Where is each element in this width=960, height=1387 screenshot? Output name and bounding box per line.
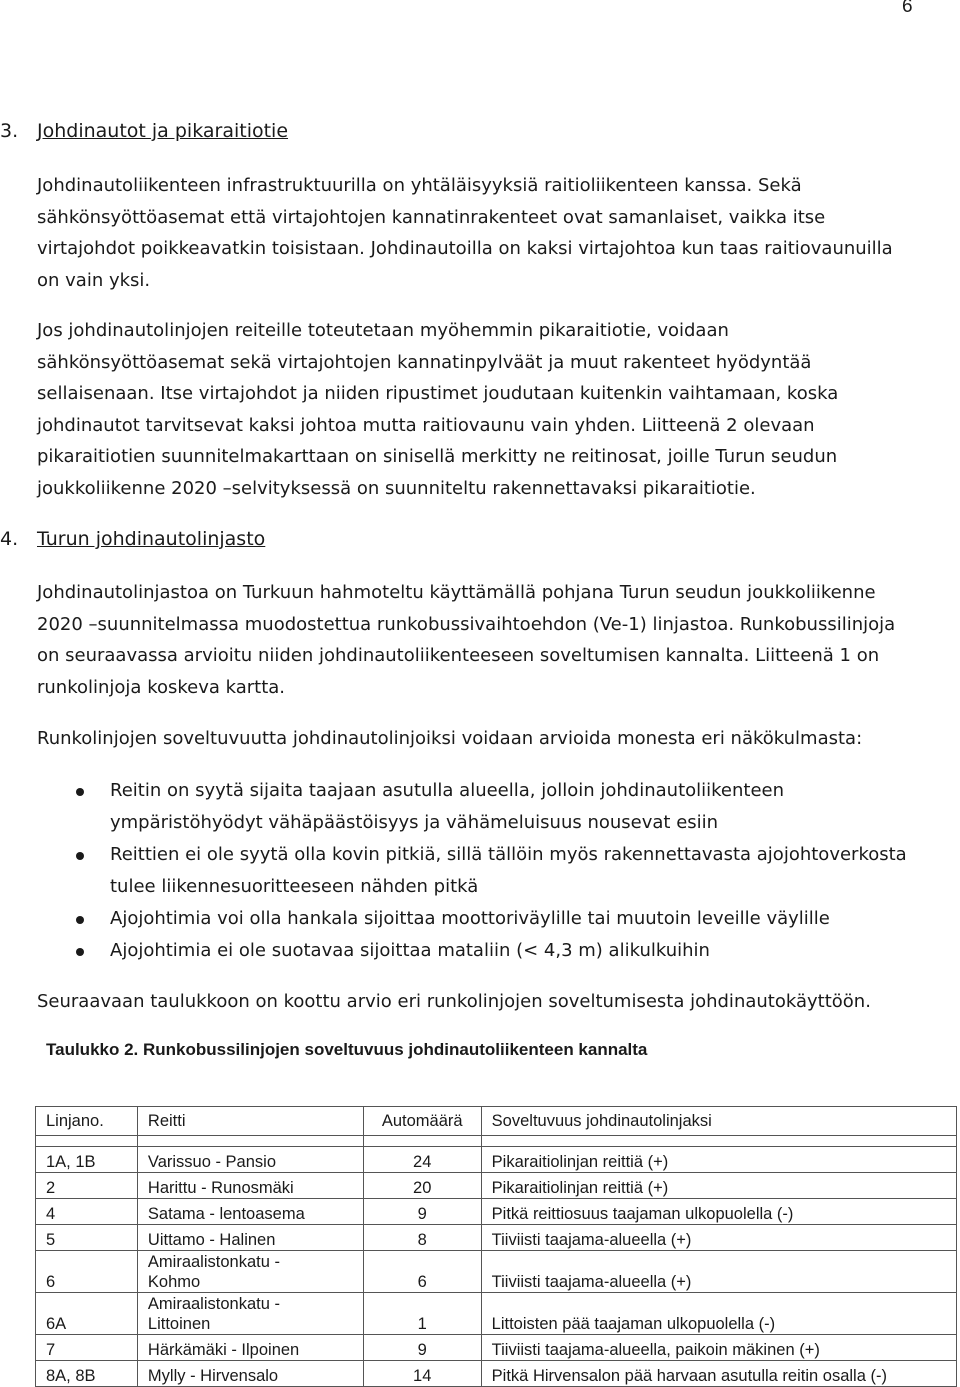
cell-suitability: Pitkä Hirvensalon pää harvaan asutulla reitin osalla (-) [481,1361,956,1387]
route-line: Amiraalistonkatu - [147,1295,280,1313]
table-row [36,1293,957,1335]
spacer-cell [36,1136,138,1147]
text-line: Johdinautolinjastoa on Turkuun hahmoteltu käyttämällä pohjana Turun seudun joukkoliikenne [37,582,876,603]
section-4-paragraph-1 [37,577,937,703]
cell-route: Mylly - Hirvensalo [137,1361,363,1387]
cell-count: 1 [363,1293,481,1335]
section-4-paragraph-3 [37,986,937,1018]
text-line: Jos johdinautolinjojen reiteille toteutetaan myöhemmin pikaraitiotie, voidaan [37,320,729,341]
cell-suitability: Tiiviisti taajama-alueella (+) [481,1225,956,1251]
section-3-paragraph-1 [37,170,937,296]
cell-line: 8A, 8B [36,1361,138,1387]
suitability-table [35,1106,957,1387]
section-3-number: 3. [0,120,19,142]
header-line-number: Linjano. [36,1107,138,1136]
section-4-title: Turun johdinautolinjasto [37,528,266,550]
cell-line: 1A, 1B [36,1147,138,1173]
text-line: pikaraitiotien suunnitelmakarttaan on sinisellä merkitty ne reitinosat, joille Turun seudun [37,446,838,467]
text-line: runkolinjoja koskeva kartta. [37,676,286,698]
text-line: on seuraavassa arvioitu niiden johdinautoliikenteeseen soveltumisen kannalta. Liitteenä 1 on [37,645,880,666]
cell-suitability: Pikaraitiolinjan reittiä (+) [481,1173,956,1199]
cell-line: 2 [36,1173,138,1199]
text-line: Johdinautoliikenteen infrastruktuurilla on yhtäläisyyksiä raitioliikenteen kanssa. Sekä [37,175,802,196]
table-row [36,1251,957,1293]
cell-suitability: Littoisten pää taajaman ulkopuolella (-) [481,1293,956,1335]
cell-suitability: Tiiviisti taajama-alueella (+) [481,1251,956,1293]
table-caption: Taulukko 2. Runkobussilinjojen soveltuvuus johdinautoliikenteen kannalta [46,1040,648,1059]
text-line: Reittien ei ole syytä olla kovin pitkiä, sillä tällöin myös rakennettavasta ajojohtoverkosta [110,844,907,865]
table-row [36,1335,957,1361]
cell-count: 24 [363,1147,481,1173]
cell-count: 9 [363,1335,481,1361]
table-row [36,1173,957,1199]
spacer-cell [363,1136,481,1147]
bullet-dot-icon [76,788,84,796]
text-line: sähkönsyöttöasemat sekä virtajohtojen kannatinpylväät ja muut rakenteet hyödyntää [37,351,812,373]
text-line: Ajojohtimia voi olla hankala sijoittaa moottoriväylille tai muutoin leveille väylille [110,908,830,929]
header-route: Reitti [137,1107,363,1136]
bullet-text [110,935,710,967]
cell-count: 9 [363,1199,481,1225]
cell-count: 20 [363,1173,481,1199]
cell-count: 8 [363,1225,481,1251]
cell-count: 14 [363,1361,481,1387]
text-line: Runkolinjojen soveltuvuutta johdinautolinjoiksi voidaan arvioida monesta eri näkökulmasta: [37,728,863,749]
cell-route: Satama - lentoasema [137,1199,363,1225]
cell-suitability: Pitkä reittiosuus taajaman ulkopuolella (-) [481,1199,956,1225]
table-row [36,1147,957,1173]
cell-suitability: Tiiviisti taajama-alueella, paikoin mäkinen (+) [481,1335,956,1361]
header-vehicle-count: Automäärä [363,1107,481,1136]
cell-line: 5 [36,1225,138,1251]
text-line: 2020 –suunnitelmassa muodostettua runkobussivaihtoehdon (Ve-1) linjastoa. Runkobussilinjoja [37,613,896,635]
bullet-dot-icon [76,948,84,956]
text-line: Ajojohtimia ei ole suotavaa sijoittaa mataliin (< 4,3 m) alikulkuihin [110,940,710,961]
table-header-row [36,1107,957,1136]
bullet-text [110,775,784,838]
table-row [36,1199,957,1225]
cell-route: Uittamo - Halinen [137,1225,363,1251]
section-3-title: Johdinautot ja pikaraitiotie [37,120,289,142]
table-spacer-row [36,1136,957,1147]
header-suitability: Soveltuvuus johdinautolinjaksi [481,1107,956,1136]
text-line: on vain yksi. [37,269,151,291]
page-number: 6 [902,0,913,17]
route-line: Amiraalistonkatu - [147,1253,280,1271]
cell-route: Härkämäki - Ilpoinen [137,1335,363,1361]
bullet-dot-icon [76,916,84,924]
section-4-paragraph-2 [37,723,937,755]
cell-line: 7 [36,1335,138,1361]
bullet-text [110,839,907,902]
cell-line: 6A [36,1293,138,1335]
spacer-cell [481,1136,956,1147]
text-line: sellaisenaan. Itse virtajohdot ja niiden ripustimet joudutaan kuitenkin vaihtamaan, koska [37,383,839,404]
cell-route [137,1251,363,1293]
cell-line: 6 [36,1251,138,1293]
route-line: Kohmo [147,1273,201,1291]
bullet-dot-icon [76,852,84,860]
cell-route: Harittu - Runosmäki [137,1173,363,1199]
cell-count: 6 [363,1251,481,1293]
text-line: ympäristöhyödyt vähäpäästöisyys ja vähämeluisuus nousevat esiin [110,811,719,833]
section-4-number: 4. [0,528,19,550]
bullet-text [110,903,830,935]
table-row [36,1361,957,1387]
text-line: Seuraavaan taulukkoon on koottu arvio eri runkolinjojen soveltumisesta johdinautokäyttöön. [37,991,871,1012]
spacer-cell [137,1136,363,1147]
text-line: sähkönsyöttöasemat että virtajohtojen kannatinrakenteet ovat samanlaiset, vaikka itse [37,206,826,228]
cell-suitability: Pikaraitiolinjan reittiä (+) [481,1147,956,1173]
cell-line: 4 [36,1199,138,1225]
text-line: tulee liikennesuoritteeseen nähden pitkä [110,875,479,897]
text-line: joukkoliikenne 2020 –selvityksessä on suunniteltu rakennettavaksi pikaraitiotie. [37,477,756,499]
table-row [36,1225,957,1251]
text-line: virtajohdot poikkeavatkin toisistaan. Johdinautoilla on kaksi virtajohtoa kun taas raitiovaunuilla [37,238,893,259]
cell-route [137,1293,363,1335]
text-line: johdinautot tarvitsevat kaksi johtoa mutta raitiovaunu vain yhden. Liitteenä 2 olevaan [37,414,815,436]
section-3-paragraph-2 [37,315,937,504]
cell-route: Varissuo - Pansio [137,1147,363,1173]
route-line: Littoinen [147,1315,211,1333]
text-line: Reitin on syytä sijaita taajaan asutulla alueella, jolloin johdinautoliikenteen [110,780,785,801]
